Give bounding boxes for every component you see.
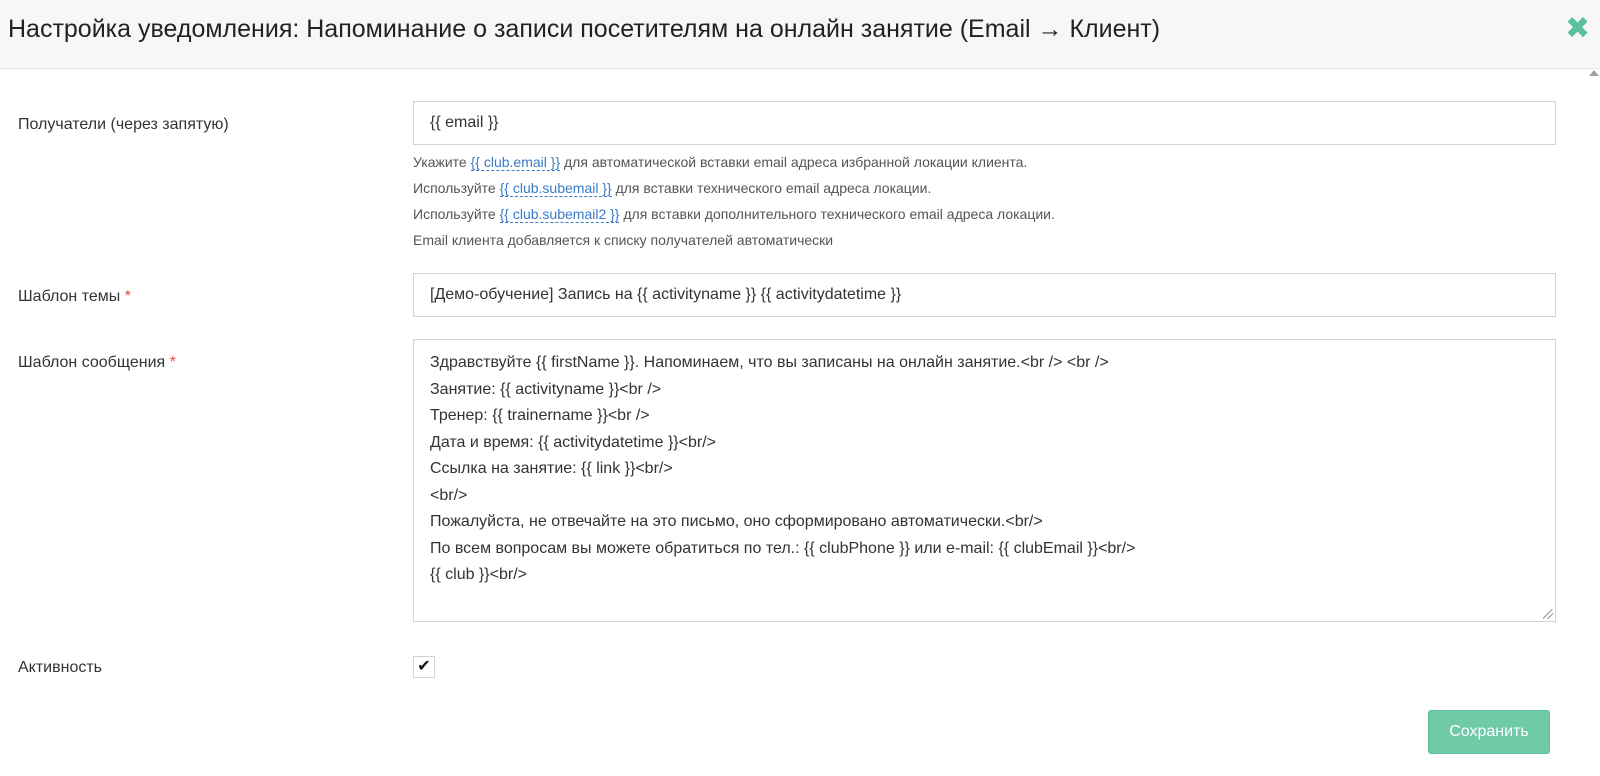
subject-input[interactable]: [Демо-обучение] Запись на {{ activityname }} {{ activitydatetime }} [413, 273, 1556, 317]
help-line-club-subemail [413, 180, 931, 196]
message-label [18, 354, 176, 372]
close-icon[interactable]: ✖ [1565, 12, 1591, 45]
help-suffix: для автоматической вставки email адреса избранной локации клиента. [560, 154, 1028, 170]
message-line: Здравствуйте {{ firstName }}. Напоминаем, что вы записаны на онлайн занятие.<br /> <br /> [430, 354, 1109, 371]
message-line: Пожалуйста, не отвечайте на это письмо, оно сформировано автоматически.<br/> [430, 513, 1043, 530]
save-button[interactable]: Сохранить [1428, 710, 1550, 754]
help-prefix: Используйте [413, 180, 500, 196]
club-subemail-tag[interactable]: {{ club.subemail }} [499, 180, 612, 196]
required-mark: * [169, 354, 176, 371]
checkmark-icon: ✔ [417, 658, 431, 675]
message-line: По всем вопросам вы можете обратиться по тел.: {{ clubPhone }} или e-mail: {{ clubEmail }}<br/> [430, 539, 1136, 557]
message-textarea[interactable] [413, 339, 1556, 622]
message-line: Занятие: {{ activityname }}<br /> [430, 380, 662, 398]
help-suffix: для вставки дополнительного технического email адреса локации. [619, 206, 1055, 222]
active-label: Активность [18, 659, 103, 676]
club-email-tag[interactable]: {{ club.email }} [470, 154, 561, 170]
message-label-text: Шаблон сообщения [18, 354, 166, 371]
help-line-club-subemail2 [413, 206, 1055, 222]
modal-header [0, 0, 1600, 69]
help-line-club-email [413, 154, 1027, 170]
help-prefix: Укажите [413, 154, 471, 170]
recipients-label: Получатели (через запятую) [18, 116, 229, 133]
modal-title: Настройка уведомления: Напоминание о записи посетителям на онлайн занятие (Email → Клиент) [8, 15, 1161, 43]
message-line: Дата и время: {{ activitydatetime }}<br/> [430, 433, 716, 451]
help-suffix: для вставки технического email адреса локации. [611, 180, 932, 196]
subject-label [18, 288, 131, 306]
scroll-up-arrow-icon[interactable] [1589, 70, 1599, 76]
subject-label-text: Шаблон темы [18, 288, 121, 305]
recipients-input[interactable]: {{ email }} [413, 101, 1556, 145]
message-line: Тренер: {{ trainername }}<br /> [430, 407, 650, 424]
message-line: Ссылка на занятие: {{ link }}<br/> [430, 460, 673, 477]
help-prefix: Используйте [413, 206, 500, 222]
active-checkbox[interactable] [413, 656, 435, 678]
resize-grip-icon[interactable] [1543, 609, 1553, 619]
message-line: <br/> [430, 486, 468, 504]
message-line: {{ club }}<br/> [430, 566, 527, 583]
required-mark: * [124, 288, 131, 305]
club-subemail2-tag[interactable]: {{ club.subemail2 }} [499, 206, 620, 222]
help-note: Email клиента добавляется к списку получателей автоматически [413, 232, 834, 248]
